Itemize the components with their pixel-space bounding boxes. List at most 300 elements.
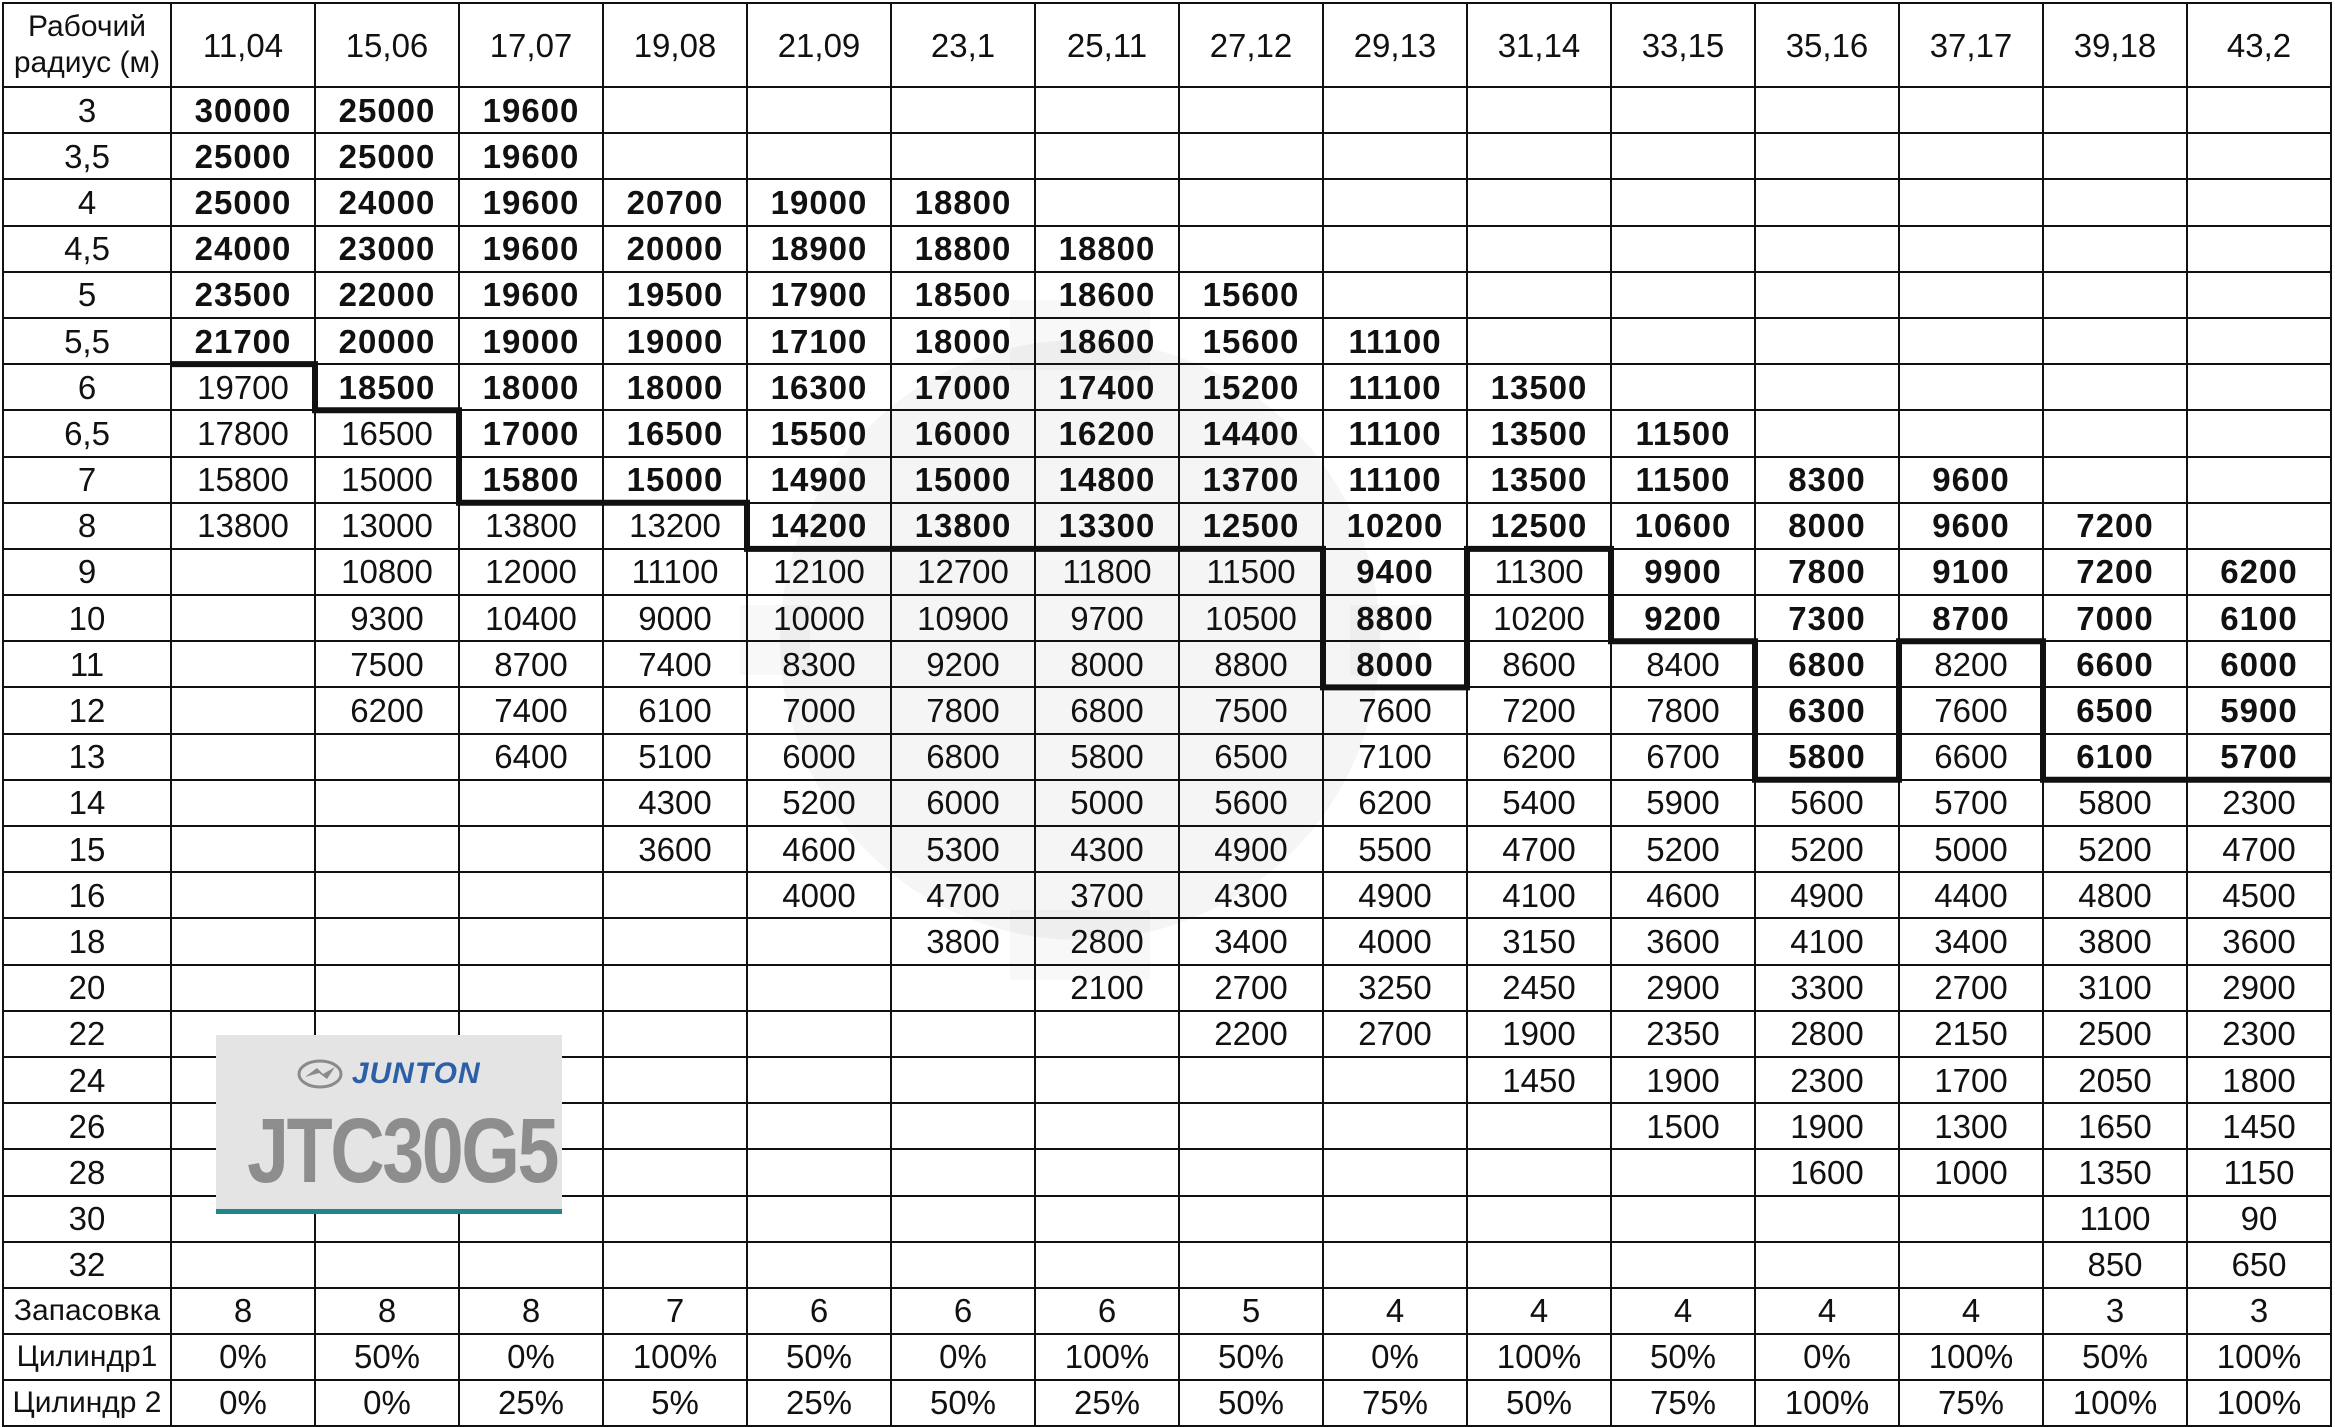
capacity-cell (1467, 133, 1611, 179)
capacity-cell: 11100 (1323, 457, 1467, 503)
capacity-cell: 7200 (2043, 549, 2187, 595)
footer-cell: 75% (1611, 1380, 1755, 1426)
radius-cell: 13 (3, 734, 171, 780)
boom-length-header: 35,16 (1755, 3, 1899, 87)
capacity-cell (1179, 1196, 1323, 1242)
footer-cell: 50% (2043, 1334, 2187, 1380)
capacity-cell (2043, 87, 2187, 133)
table-row (3, 87, 2331, 133)
capacity-cell: 6000 (747, 734, 891, 780)
capacity-cell: 18600 (1035, 272, 1179, 318)
capacity-cell (1467, 1242, 1611, 1288)
capacity-cell (1467, 1196, 1611, 1242)
capacity-cell (1323, 1057, 1467, 1103)
footer-cell: 0% (315, 1380, 459, 1426)
capacity-cell: 8700 (459, 641, 603, 687)
footer-cell: 0% (171, 1334, 315, 1380)
radius-cell: 28 (3, 1149, 171, 1195)
footer-cell: 50% (315, 1334, 459, 1380)
footer-cell: 50% (891, 1380, 1035, 1426)
capacity-cell: 12700 (891, 549, 1035, 595)
capacity-cell: 5800 (1035, 734, 1179, 780)
capacity-cell: 6300 (1755, 687, 1899, 733)
footer-cell: 0% (1323, 1334, 1467, 1380)
capacity-cell: 4700 (2187, 826, 2331, 872)
radius-cell: 32 (3, 1242, 171, 1288)
capacity-cell: 7800 (1755, 549, 1899, 595)
capacity-cell (1899, 1242, 2043, 1288)
capacity-cell: 5800 (1755, 734, 1899, 780)
header-row (3, 3, 2331, 87)
capacity-cell: 2900 (1611, 965, 1755, 1011)
capacity-cell: 13200 (603, 503, 747, 549)
capacity-cell: 4100 (1755, 918, 1899, 964)
capacity-cell: 19600 (459, 272, 603, 318)
capacity-cell: 8600 (1467, 641, 1611, 687)
capacity-cell (747, 918, 891, 964)
footer-cell: 6 (747, 1288, 891, 1334)
capacity-cell: 3800 (2043, 918, 2187, 964)
capacity-cell: 6500 (2043, 687, 2187, 733)
capacity-cell (459, 872, 603, 918)
capacity-cell: 19600 (459, 179, 603, 225)
capacity-cell (2187, 364, 2331, 410)
footer-cell: 25% (1035, 1380, 1179, 1426)
capacity-cell (1467, 226, 1611, 272)
radius-cell: 6 (3, 364, 171, 410)
capacity-cell: 4100 (1467, 872, 1611, 918)
radius-cell: 12 (3, 687, 171, 733)
capacity-cell: 5600 (1179, 780, 1323, 826)
capacity-cell: 19500 (603, 272, 747, 318)
table-row (3, 457, 2331, 503)
capacity-cell: 18600 (1035, 318, 1179, 364)
capacity-cell (315, 1242, 459, 1288)
capacity-cell (891, 965, 1035, 1011)
capacity-cell: 1600 (1755, 1149, 1899, 1195)
capacity-cell: 19000 (459, 318, 603, 364)
capacity-cell: 8300 (747, 641, 891, 687)
capacity-cell: 11100 (1323, 410, 1467, 456)
boom-length-header: 31,14 (1467, 3, 1611, 87)
capacity-cell (1899, 226, 2043, 272)
capacity-cell: 4600 (747, 826, 891, 872)
capacity-cell: 4800 (2043, 872, 2187, 918)
capacity-cell (2187, 318, 2331, 364)
footer-cell: 50% (1611, 1334, 1755, 1380)
capacity-cell (1611, 1196, 1755, 1242)
capacity-cell: 6100 (2043, 734, 2187, 780)
radius-cell: 5,5 (3, 318, 171, 364)
capacity-cell: 10600 (1611, 503, 1755, 549)
capacity-cell (1035, 1103, 1179, 1149)
capacity-cell: 13500 (1467, 457, 1611, 503)
model-name: JTC30G5 (247, 1100, 557, 1202)
capacity-cell: 9200 (1611, 595, 1755, 641)
capacity-cell (1899, 133, 2043, 179)
capacity-cell (747, 965, 891, 1011)
capacity-cell: 5000 (1035, 780, 1179, 826)
capacity-cell (315, 918, 459, 964)
capacity-cell: 90 (2187, 1196, 2331, 1242)
capacity-cell: 6500 (1179, 734, 1323, 780)
capacity-cell: 2300 (2187, 780, 2331, 826)
capacity-cell: 5900 (2187, 687, 2331, 733)
capacity-cell: 850 (2043, 1242, 2187, 1288)
radius-cell: 14 (3, 780, 171, 826)
capacity-cell (603, 87, 747, 133)
capacity-cell (1899, 364, 2043, 410)
radius-cell: 9 (3, 549, 171, 595)
boom-length-header: 39,18 (2043, 3, 2187, 87)
footer-cell: 100% (1467, 1334, 1611, 1380)
capacity-cell: 2900 (2187, 965, 2331, 1011)
footer-cell: 100% (2187, 1380, 2331, 1426)
capacity-cell: 6800 (891, 734, 1035, 780)
capacity-cell: 12100 (747, 549, 891, 595)
capacity-cell: 2700 (1899, 965, 2043, 1011)
footer-cell: 50% (747, 1334, 891, 1380)
capacity-cell (1899, 318, 2043, 364)
capacity-cell (1179, 87, 1323, 133)
table-row (3, 641, 2331, 687)
capacity-cell: 17000 (459, 410, 603, 456)
capacity-cell: 23000 (315, 226, 459, 272)
capacity-cell: 4600 (1611, 872, 1755, 918)
capacity-cell (1755, 272, 1899, 318)
capacity-cell: 18900 (747, 226, 891, 272)
capacity-cell: 7000 (2043, 595, 2187, 641)
capacity-cell: 6100 (2187, 595, 2331, 641)
capacity-cell (603, 965, 747, 1011)
brand-logo (216, 1057, 562, 1097)
capacity-cell (603, 1057, 747, 1103)
capacity-cell (2043, 410, 2187, 456)
capacity-cell: 16300 (747, 364, 891, 410)
capacity-cell (2187, 179, 2331, 225)
table-row (3, 549, 2331, 595)
capacity-cell: 12500 (1467, 503, 1611, 549)
capacity-cell: 5800 (2043, 780, 2187, 826)
capacity-cell: 18500 (891, 272, 1035, 318)
boom-length-header: 19,08 (603, 3, 747, 87)
capacity-cell: 6200 (2187, 549, 2331, 595)
capacity-cell (603, 1011, 747, 1057)
capacity-cell: 9600 (1899, 503, 2043, 549)
footer-cell: 0% (459, 1334, 603, 1380)
capacity-cell (1755, 133, 1899, 179)
capacity-cell: 8300 (1755, 457, 1899, 503)
capacity-cell: 4000 (1323, 918, 1467, 964)
footer-cell: 5% (603, 1380, 747, 1426)
capacity-cell: 18800 (1035, 226, 1179, 272)
capacity-cell: 9900 (1611, 549, 1755, 595)
capacity-cell: 2800 (1755, 1011, 1899, 1057)
capacity-cell (1899, 272, 2043, 318)
capacity-cell: 6100 (603, 687, 747, 733)
capacity-cell: 1150 (2187, 1149, 2331, 1195)
capacity-cell (171, 826, 315, 872)
capacity-cell: 1900 (1755, 1103, 1899, 1149)
capacity-cell: 5700 (1899, 780, 2043, 826)
capacity-cell: 5400 (1467, 780, 1611, 826)
capacity-cell (1611, 1149, 1755, 1195)
boom-length-header: 27,12 (1179, 3, 1323, 87)
capacity-cell (1179, 1057, 1323, 1103)
capacity-cell: 3700 (1035, 872, 1179, 918)
capacity-cell (315, 965, 459, 1011)
boom-length-header: 43,2 (2187, 3, 2331, 87)
footer-cell: 75% (1323, 1380, 1467, 1426)
capacity-cell: 4900 (1755, 872, 1899, 918)
capacity-cell: 3400 (1179, 918, 1323, 964)
capacity-cell (1755, 226, 1899, 272)
footer-cell: 0% (891, 1334, 1035, 1380)
capacity-cell: 19000 (747, 179, 891, 225)
capacity-cell: 1000 (1899, 1149, 2043, 1195)
capacity-cell: 6600 (2043, 641, 2187, 687)
capacity-cell (891, 133, 1035, 179)
capacity-cell: 2500 (2043, 1011, 2187, 1057)
radius-cell: 22 (3, 1011, 171, 1057)
capacity-cell: 8700 (1899, 595, 2043, 641)
footer-cell: 3 (2187, 1288, 2331, 1334)
capacity-cell: 9000 (603, 595, 747, 641)
radius-cell: 4 (3, 179, 171, 225)
table-row (3, 410, 2331, 456)
capacity-cell (1611, 87, 1755, 133)
capacity-cell: 21700 (171, 318, 315, 364)
table-row (3, 965, 2331, 1011)
radius-cell: 8 (3, 503, 171, 549)
table-row (3, 687, 2331, 733)
capacity-cell (1035, 133, 1179, 179)
capacity-cell (1899, 179, 2043, 225)
capacity-cell (1323, 1242, 1467, 1288)
capacity-cell (2043, 133, 2187, 179)
capacity-cell: 3300 (1755, 965, 1899, 1011)
capacity-cell: 16200 (1035, 410, 1179, 456)
capacity-cell: 2300 (2187, 1011, 2331, 1057)
capacity-cell (2043, 318, 2187, 364)
capacity-cell (171, 641, 315, 687)
capacity-cell: 16000 (891, 410, 1035, 456)
footer-cell: 100% (1035, 1334, 1179, 1380)
capacity-cell (1035, 87, 1179, 133)
capacity-cell (603, 1149, 747, 1195)
table-row (3, 133, 2331, 179)
capacity-cell (1467, 87, 1611, 133)
table-row (3, 226, 2331, 272)
capacity-cell: 16500 (603, 410, 747, 456)
capacity-cell (603, 918, 747, 964)
capacity-cell (1035, 1011, 1179, 1057)
boom-length-header: 11,04 (171, 3, 315, 87)
capacity-cell: 13800 (891, 503, 1035, 549)
capacity-cell: 5300 (891, 826, 1035, 872)
footer-cell: 50% (1179, 1334, 1323, 1380)
capacity-cell: 1350 (2043, 1149, 2187, 1195)
capacity-cell: 4500 (2187, 872, 2331, 918)
capacity-cell (1755, 364, 1899, 410)
capacity-cell (1899, 1196, 2043, 1242)
capacity-cell (1755, 179, 1899, 225)
footer-cell: 4 (1899, 1288, 2043, 1334)
capacity-cell: 4700 (1467, 826, 1611, 872)
capacity-cell: 1650 (2043, 1103, 2187, 1149)
capacity-cell: 11100 (1323, 318, 1467, 364)
capacity-cell: 25000 (315, 133, 459, 179)
capacity-cell: 13800 (171, 503, 315, 549)
table-row (3, 272, 2331, 318)
footer-cell: 75% (1899, 1380, 2043, 1426)
capacity-cell: 15000 (315, 457, 459, 503)
capacity-cell: 4300 (603, 780, 747, 826)
capacity-cell: 6000 (891, 780, 1035, 826)
capacity-cell: 8800 (1323, 595, 1467, 641)
footer-cell: 5 (1179, 1288, 1323, 1334)
capacity-cell: 19600 (459, 226, 603, 272)
capacity-cell: 19600 (459, 133, 603, 179)
capacity-cell (1323, 1103, 1467, 1149)
capacity-cell: 11100 (1323, 364, 1467, 410)
capacity-cell: 13300 (1035, 503, 1179, 549)
capacity-cell (171, 549, 315, 595)
radius-cell: 26 (3, 1103, 171, 1149)
capacity-cell: 7200 (2043, 503, 2187, 549)
table-row (3, 826, 2331, 872)
capacity-cell: 25000 (171, 133, 315, 179)
capacity-cell: 5200 (747, 780, 891, 826)
capacity-cell (747, 1011, 891, 1057)
capacity-cell: 15600 (1179, 318, 1323, 364)
capacity-cell (2187, 133, 2331, 179)
capacity-cell: 2300 (1755, 1057, 1899, 1103)
capacity-cell: 11100 (603, 549, 747, 595)
capacity-cell: 5600 (1755, 780, 1899, 826)
capacity-cell: 5200 (1755, 826, 1899, 872)
capacity-cell: 6000 (2187, 641, 2331, 687)
capacity-cell: 7400 (459, 687, 603, 733)
capacity-cell: 2200 (1179, 1011, 1323, 1057)
boom-length-header: 29,13 (1323, 3, 1467, 87)
capacity-cell: 14200 (747, 503, 891, 549)
capacity-cell: 9200 (891, 641, 1035, 687)
capacity-cell (459, 918, 603, 964)
capacity-cell (747, 133, 891, 179)
capacity-cell (171, 734, 315, 780)
capacity-cell: 8200 (1899, 641, 2043, 687)
footer-cell: 0% (1755, 1334, 1899, 1380)
capacity-cell (1323, 226, 1467, 272)
capacity-cell (2187, 457, 2331, 503)
capacity-cell: 7300 (1755, 595, 1899, 641)
capacity-cell (747, 1242, 891, 1288)
capacity-cell (171, 687, 315, 733)
capacity-cell: 3100 (2043, 965, 2187, 1011)
table-row (3, 179, 2331, 225)
capacity-cell: 1300 (1899, 1103, 2043, 1149)
capacity-cell: 20700 (603, 179, 747, 225)
footer-cell: 6 (1035, 1288, 1179, 1334)
capacity-cell (891, 1242, 1035, 1288)
capacity-cell (1467, 1149, 1611, 1195)
capacity-cell (171, 918, 315, 964)
table-row (3, 734, 2331, 780)
capacity-cell (1467, 318, 1611, 364)
capacity-cell: 3150 (1467, 918, 1611, 964)
capacity-cell: 9100 (1899, 549, 2043, 595)
capacity-cell: 14400 (1179, 410, 1323, 456)
capacity-cell: 6800 (1035, 687, 1179, 733)
capacity-cell: 8400 (1611, 641, 1755, 687)
capacity-cell: 9400 (1323, 549, 1467, 595)
capacity-cell: 11500 (1611, 457, 1755, 503)
capacity-cell: 2150 (1899, 1011, 2043, 1057)
radius-cell: 3,5 (3, 133, 171, 179)
capacity-cell: 20000 (315, 318, 459, 364)
table-row (3, 503, 2331, 549)
table-row (3, 918, 2331, 964)
capacity-cell (315, 780, 459, 826)
capacity-cell: 19700 (171, 364, 315, 410)
capacity-cell: 15200 (1179, 364, 1323, 410)
capacity-cell (1755, 1196, 1899, 1242)
radius-cell: 10 (3, 595, 171, 641)
capacity-cell: 15800 (459, 457, 603, 503)
capacity-cell (1179, 1149, 1323, 1195)
capacity-cell: 7500 (315, 641, 459, 687)
footer-label: Цилиндр 2 (3, 1380, 171, 1426)
table-row (3, 595, 2331, 641)
capacity-cell (1611, 364, 1755, 410)
capacity-cell: 7100 (1323, 734, 1467, 780)
capacity-cell: 18800 (891, 179, 1035, 225)
capacity-cell: 5700 (2187, 734, 2331, 780)
capacity-cell: 5200 (1611, 826, 1755, 872)
capacity-cell (1179, 226, 1323, 272)
capacity-cell (747, 1103, 891, 1149)
capacity-cell (747, 1196, 891, 1242)
capacity-cell (459, 1242, 603, 1288)
capacity-cell: 10200 (1467, 595, 1611, 641)
capacity-cell: 9700 (1035, 595, 1179, 641)
capacity-cell: 15000 (603, 457, 747, 503)
capacity-cell (1179, 133, 1323, 179)
capacity-cell: 7600 (1323, 687, 1467, 733)
capacity-cell: 7600 (1899, 687, 2043, 733)
capacity-cell (171, 1242, 315, 1288)
capacity-cell (1755, 1242, 1899, 1288)
capacity-cell: 4900 (1179, 826, 1323, 872)
capacity-cell: 6700 (1611, 734, 1755, 780)
capacity-cell (1179, 179, 1323, 225)
footer-cell: 25% (459, 1380, 603, 1426)
capacity-cell: 3600 (2187, 918, 2331, 964)
radius-header: Рабочий радиус (м) (3, 3, 171, 87)
capacity-cell: 8800 (1179, 641, 1323, 687)
capacity-cell: 1450 (1467, 1057, 1611, 1103)
capacity-cell: 13800 (459, 503, 603, 549)
footer-cell: 50% (1179, 1380, 1323, 1426)
capacity-cell (2043, 457, 2187, 503)
capacity-cell: 18000 (603, 364, 747, 410)
capacity-cell: 12000 (459, 549, 603, 595)
capacity-cell (1611, 318, 1755, 364)
capacity-cell: 3250 (1323, 965, 1467, 1011)
capacity-cell: 2050 (2043, 1057, 2187, 1103)
footer-label: Цилиндр1 (3, 1334, 171, 1380)
